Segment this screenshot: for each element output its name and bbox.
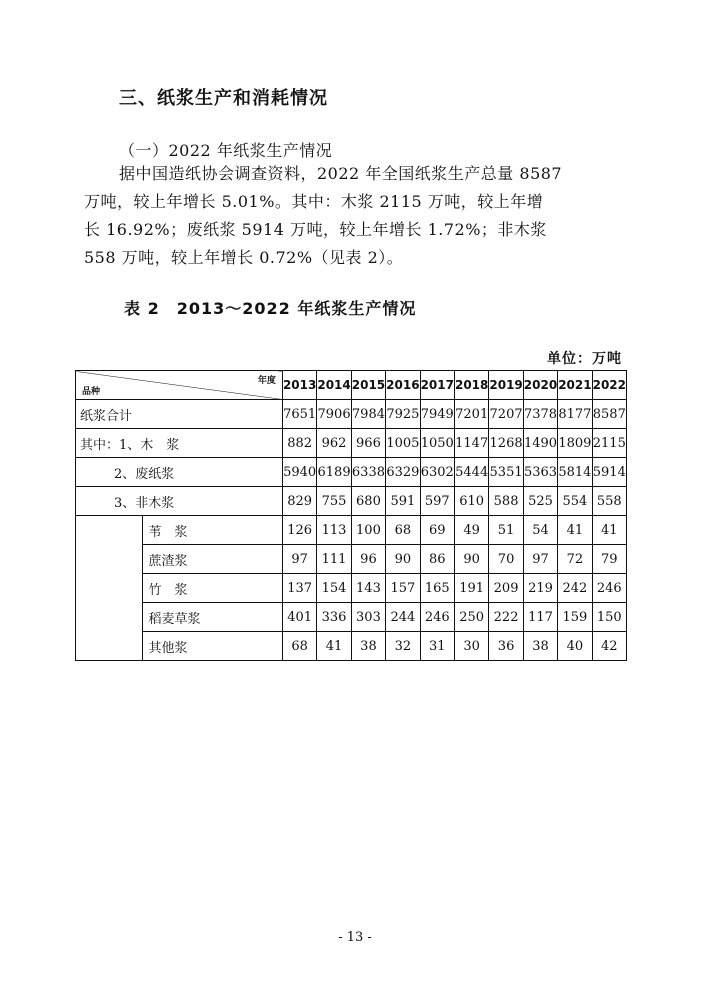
table-cell: 68 [386,516,420,545]
corner-type-label: 品种 [82,387,101,397]
table-cell: 51 [489,516,523,545]
year-header: 2019 [489,371,523,400]
table-cell: 680 [351,487,385,516]
table-cell: 242 [558,574,592,603]
table-cell: 49 [454,516,488,545]
corner-year-label: 年度 [257,376,276,386]
table-cell: 79 [592,545,626,574]
table-cell: 6338 [351,458,385,487]
table-cell: 7378 [523,400,557,429]
table-subrow [76,574,627,603]
table-cell: 1005 [386,429,420,458]
table-cell: 40 [558,632,592,661]
table-cell: 755 [317,487,351,516]
table-cell: 6329 [386,458,420,487]
pulp-production-table [75,370,627,661]
row-label: 2、废纸浆 [76,458,283,487]
section-heading: 三、纸浆生产和消耗情况 [119,88,328,109]
table-cell: 882 [282,429,316,458]
year-header: 2020 [523,371,557,400]
table-cell: 222 [489,603,523,632]
year-header: 2014 [317,371,351,400]
table-cell: 7651 [282,400,316,429]
table-cell: 7984 [351,400,385,429]
table-cell: 31 [420,632,454,661]
table-cell: 7925 [386,400,420,429]
table-cell: 154 [317,574,351,603]
table-cell: 962 [317,429,351,458]
table-cell: 588 [489,487,523,516]
year-header: 2015 [351,371,385,400]
year-header: 2021 [558,371,592,400]
table-row [76,400,627,429]
table-cell: 250 [454,603,488,632]
year-header: 2022 [592,371,626,400]
table-cell: 8587 [592,400,626,429]
table-cell: 5351 [489,458,523,487]
table-cell: 126 [282,516,316,545]
table-cell: 1050 [420,429,454,458]
table-row [76,429,627,458]
table-cell: 246 [592,574,626,603]
year-header: 2016 [386,371,420,400]
table-row [76,487,627,516]
table-subrow [76,545,627,574]
subrow-label: 苇 浆 [142,516,282,545]
table-cell: 69 [420,516,454,545]
paragraph-line: 据中国造纸协会调查资料，2022 年全国纸浆生产总量 8587 [119,164,563,183]
table-cell: 97 [523,545,557,574]
table-cell: 597 [420,487,454,516]
subrow-label: 蔗渣浆 [142,545,282,574]
table-cell: 1147 [454,429,488,458]
table-header-row [76,371,627,400]
table-cell: 6189 [317,458,351,487]
unit-label: 单位：万吨 [547,351,622,367]
table-cell: 90 [386,545,420,574]
table-cell: 525 [523,487,557,516]
paragraph-line: 万吨，较上年增长 5.01%。其中：木浆 2115 万吨，较上年增 [84,192,544,211]
table-cell: 610 [454,487,488,516]
table-cell: 1268 [489,429,523,458]
table-cell: 7207 [489,400,523,429]
table-cell: 159 [558,603,592,632]
table-cell: 8177 [558,400,592,429]
table-cell: 157 [386,574,420,603]
paragraph-line: 558 万吨，较上年增长 0.72%（见表 2）。 [84,248,404,267]
table-cell: 113 [317,516,351,545]
table-subrow [76,603,627,632]
indent-cell [76,516,143,661]
table-cell: 7906 [317,400,351,429]
subrow-label: 稻麦草浆 [142,603,282,632]
table-cell: 30 [454,632,488,661]
table-cell: 5814 [558,458,592,487]
table-cell: 42 [592,632,626,661]
row-label: 3、非木浆 [76,487,283,516]
table-cell: 219 [523,574,557,603]
year-header: 2017 [420,371,454,400]
table-cell: 38 [523,632,557,661]
table-cell: 966 [351,429,385,458]
subrow-label: 其他浆 [142,632,282,661]
table-cell: 5914 [592,458,626,487]
table-cell: 191 [454,574,488,603]
table-cell: 41 [317,632,351,661]
table-cell: 165 [420,574,454,603]
table-cell: 96 [351,545,385,574]
table-subrow [76,516,627,545]
table-cell: 38 [351,632,385,661]
table-cell: 5444 [454,458,488,487]
table-cell: 591 [386,487,420,516]
table-cell: 5363 [523,458,557,487]
table-cell: 68 [282,632,316,661]
table-cell: 86 [420,545,454,574]
year-header: 2013 [282,371,316,400]
table-cell: 150 [592,603,626,632]
table-cell: 5940 [282,458,316,487]
table-cell: 303 [351,603,385,632]
table-cell: 6302 [420,458,454,487]
table-cell: 209 [489,574,523,603]
table-cell: 401 [282,603,316,632]
table-cell: 1809 [558,429,592,458]
table-cell: 554 [558,487,592,516]
table-cell: 70 [489,545,523,574]
table-cell: 2115 [592,429,626,458]
table-cell: 558 [592,487,626,516]
table-cell: 90 [454,545,488,574]
subrow-label: 竹 浆 [142,574,282,603]
table-cell: 41 [592,516,626,545]
table-cell: 246 [420,603,454,632]
table-caption: 表 2 2013～2022 年纸浆生产情况 [124,299,417,318]
table-cell: 244 [386,603,420,632]
table-cell: 32 [386,632,420,661]
table-cell: 36 [489,632,523,661]
table-cell: 100 [351,516,385,545]
table-cell: 97 [282,545,316,574]
year-header: 2018 [454,371,488,400]
table-cell: 41 [558,516,592,545]
table-cell: 72 [558,545,592,574]
row-label: 纸浆合计 [76,400,283,429]
table-cell: 137 [282,574,316,603]
corner-header-cell [76,371,283,400]
table-cell: 829 [282,487,316,516]
paragraph-line: 长 16.92%；废纸浆 5914 万吨，较上年增长 1.72%；非木浆 [84,220,547,239]
sub-heading: （一）2022 年纸浆生产情况 [119,141,333,160]
row-label: 其中：1、木 浆 [76,429,283,458]
page-number: - 13 - [338,930,372,945]
table-cell: 7201 [454,400,488,429]
table-cell: 111 [317,545,351,574]
table-row [76,458,627,487]
table-cell: 7949 [420,400,454,429]
table-cell: 54 [523,516,557,545]
body-paragraph [84,160,624,272]
table-cell: 336 [317,603,351,632]
table-cell: 117 [523,603,557,632]
table-cell: 143 [351,574,385,603]
table-subrow [76,632,627,661]
table-cell: 1490 [523,429,557,458]
